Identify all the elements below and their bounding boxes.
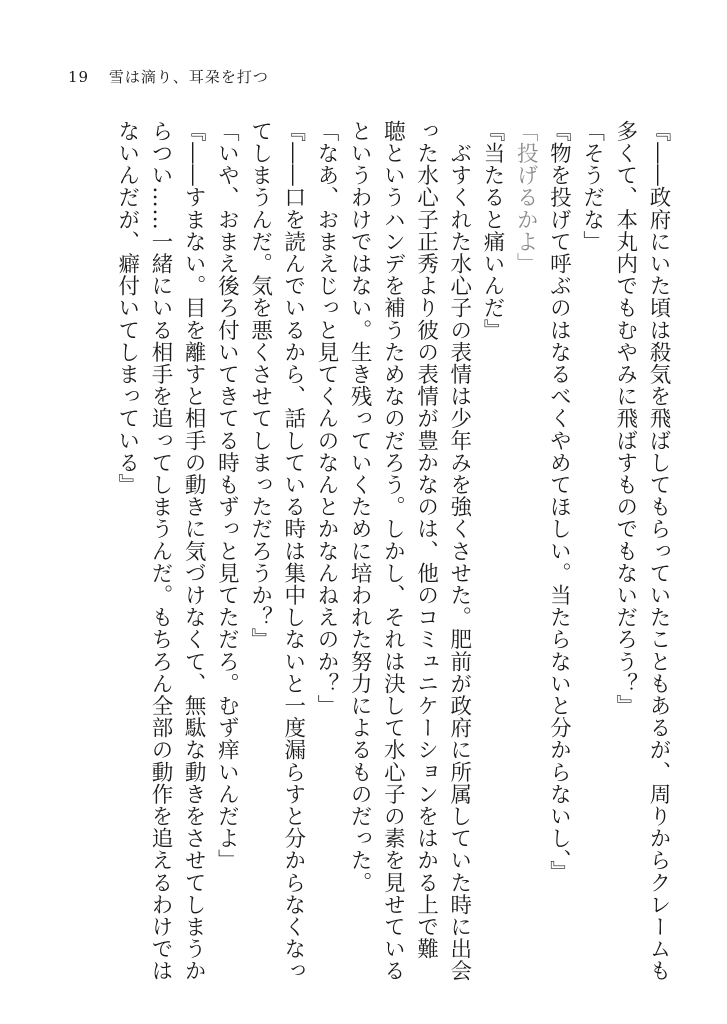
text-line: 『――すまない。目を離すと相手の動きに気づけなくて、無駄な動きをさせてしまうか [181, 120, 207, 982]
page-number: 19 [68, 68, 90, 86]
text-line: 『物を投げて呼ぶのはなるべくやめてほしい。当たらないと分からないし、』 [546, 120, 572, 883]
text-line: った水心子正秀より彼の表情が豊かなのは、他のコミュニケーションをはかる上で難 [413, 120, 439, 960]
running-header [68, 66, 269, 87]
text-line: 「そうだな」 [579, 120, 605, 253]
text-line: というわけではない。生き残っていくために培われた努力によるものだった。 [347, 120, 373, 894]
text-line: 「いや、おまえ後ろ付いてきてる時もずっと見てただろ。むず痒いんだよ」 [214, 120, 240, 872]
text-line: 『――政府にいた頃は殺気を飛ばしてもらっていたこともあるが、周りからクレームも [646, 120, 671, 982]
chapter-title: 雪は滴り、耳朶を打つ [108, 68, 269, 86]
text-line: らつい……一緒にいる相手を追ってしまうんだ。もちろん全部の動作を追えるわけでは [147, 120, 173, 982]
text-line: ないんだが、癖付いてしまっている』 [114, 120, 140, 496]
text-line: 「投げるかよ」 [513, 120, 539, 275]
body-text [111, 120, 675, 990]
text-line: 『当たると痛いんだ』 [479, 120, 505, 341]
text-line: ぶすくれた水心子の表情は少年みを強くさせた。肥前が政府に所属していた時に出会 [446, 120, 472, 982]
text-line: 「なあ、おまえじっと見てくんのなんとかなんねえのか？」 [313, 120, 339, 717]
text-line: 聴というハンデを補うためなのだろう。しかし、それは決して水心子の素を見せている [380, 120, 406, 982]
text-line: てしまうんだ。気を悪くさせてしまっただろうか？』 [247, 120, 273, 651]
text-line: 多くて、本丸内でもむやみに飛ばすものでもないだろう？』 [612, 120, 638, 717]
text-line: 『――口を読んでいるから、話している時は集中しないと一度漏らすと分からなくなっ [280, 120, 306, 982]
